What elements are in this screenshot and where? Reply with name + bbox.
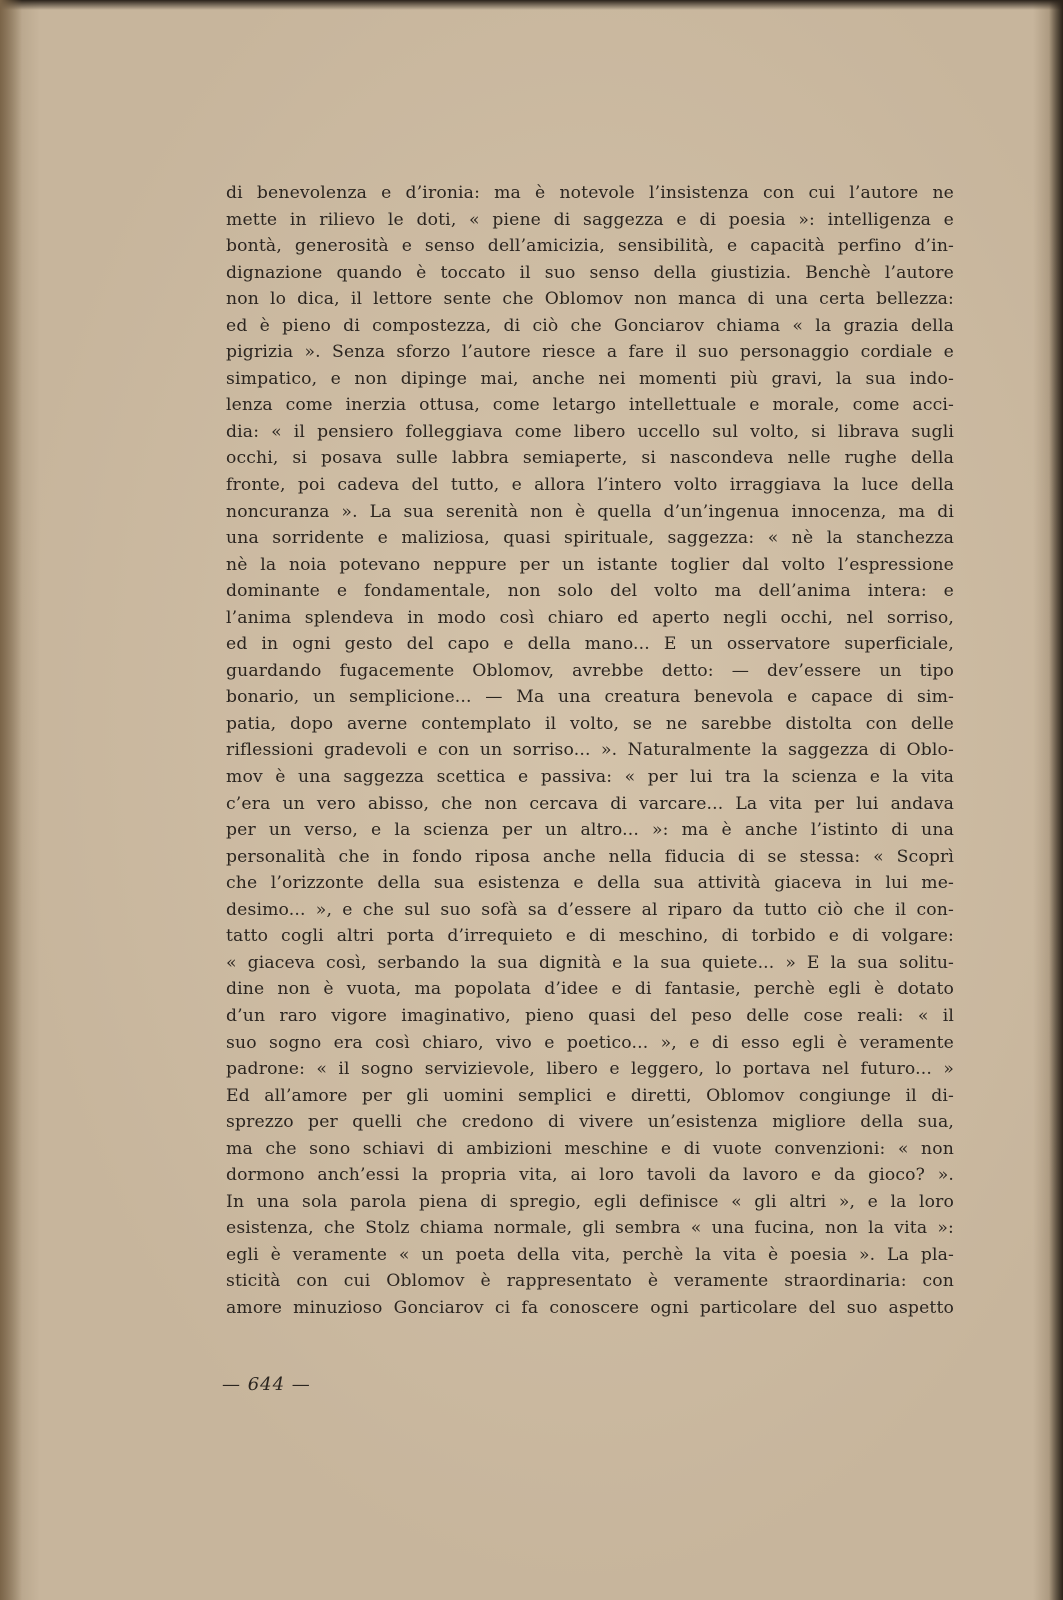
text-line	[226, 1056, 954, 1083]
text-line-content: c’era un vero abisso, che non cercava di varcare... La vita per lui andava	[226, 793, 954, 814]
text-line	[226, 180, 954, 207]
text-line	[226, 1162, 954, 1189]
body-text	[226, 180, 954, 1322]
text-line	[226, 286, 954, 313]
text-line-content: personalità che in fondo riposa anche nella fiducia di se stessa: « Scoprì	[226, 846, 954, 867]
text-line	[226, 1003, 954, 1030]
text-line-content: guardando fugacemente Oblomov, avrebbe detto: — dev’essere un tipo	[226, 660, 954, 681]
text-line	[226, 552, 954, 579]
text-line	[226, 419, 954, 446]
text-line-content: nè la noia potevano neppure per un istante toglier dal volto l’espressione	[226, 554, 954, 575]
text-line-content: dominante e fondamentale, non solo del volto ma dell’anima intera: e	[226, 581, 954, 602]
text-line	[226, 976, 954, 1003]
text-line-content: occhi, si posava sulle labbra semiaperte, si nascondeva nelle rughe della	[226, 448, 954, 469]
text-line-content: sticità con cui Oblomov è rappresentato è veramente straordinaria: con	[226, 1271, 954, 1292]
text-line	[226, 1109, 954, 1136]
text-line	[226, 578, 954, 605]
text-line-content: mov è una saggezza scettica e passiva: « per lui tra la scienza e la vita	[226, 767, 954, 788]
text-line-content: patia, dopo averne contemplato il volto, se ne sarebbe distolta con delle	[226, 713, 954, 734]
text-line-content: riflessioni gradevoli e con un sorriso... ». Naturalmente la saggezza di Oblo-	[226, 740, 954, 761]
text-line-content: lenza come inerzia ottusa, come letargo intellettuale e morale, come acci-	[226, 395, 954, 416]
text-line	[226, 1136, 954, 1163]
text-line	[226, 658, 954, 685]
text-line	[226, 313, 954, 340]
text-line-content: simpatico, e non dipinge mai, anche nei momenti più gravi, la sua indo-	[226, 368, 954, 389]
text-line-content: ed è pieno di compostezza, di ciò che Gonciarov chiama « la grazia della	[226, 315, 954, 336]
text-line-content: mette in rilievo le doti, « piene di saggezza e di poesia »: intelligenza e	[226, 209, 954, 230]
text-line	[226, 1295, 954, 1322]
text-line-content: non lo dica, il lettore sente che Oblomov non manca di una certa bellezza:	[226, 289, 954, 310]
text-line	[226, 1242, 954, 1269]
text-line	[226, 366, 954, 393]
text-line	[226, 339, 954, 366]
page-right-shadow	[1049, 0, 1063, 1600]
text-line	[226, 764, 954, 791]
text-line	[226, 1030, 954, 1057]
text-line	[226, 605, 954, 632]
text-line-content: dia: « il pensiero folleggiava come libero uccello sul volto, si librava sugli	[226, 421, 954, 442]
text-line-content: di benevolenza e d’ironia: ma è notevole l’insistenza con cui l’autore ne	[226, 183, 954, 203]
text-line-content: una sorridente e maliziosa, quasi spirituale, saggezza: « nè la stanchezza	[226, 528, 954, 549]
text-line	[226, 923, 954, 950]
text-line-content: dormono anch’essi la propria vita, ai loro tavoli da lavoro e da gioco? ».	[226, 1165, 954, 1186]
text-line	[226, 499, 954, 526]
text-line	[226, 392, 954, 419]
text-line	[226, 897, 954, 924]
text-line-content: tatto cogli altri porta d’irrequieto e di meschino, di torbido e di volgare:	[226, 926, 954, 947]
text-line	[226, 950, 954, 977]
text-line	[226, 233, 954, 260]
text-line-content: sprezzo per quelli che credono di vivere un’esistenza migliore della sua,	[226, 1112, 954, 1133]
text-line	[226, 737, 954, 764]
text-line-content: dignazione quando è toccato il suo senso della giustizia. Benchè l’autore	[226, 262, 954, 283]
text-line	[226, 1189, 954, 1216]
text-line-content: bontà, generosità e senso dell’amicizia, sensibilità, e capacità perfino d’in-	[226, 236, 954, 257]
text-line-content: suo sogno era così chiaro, vivo e poetico... », e di esso egli è veramente	[226, 1032, 954, 1053]
page-number: — 644 —	[222, 1374, 311, 1395]
page-left-edge	[0, 0, 22, 1600]
text-line-content: « giaceva così, serbando la sua dignità e la sua quiete... » E la sua solitu-	[226, 952, 954, 973]
text-line	[226, 1268, 954, 1295]
text-line	[226, 260, 954, 287]
text-line	[226, 684, 954, 711]
text-line	[226, 525, 954, 552]
text-line	[226, 870, 954, 897]
text-line	[226, 472, 954, 499]
text-line-content: bonario, un semplicione... — Ma una creatura benevola e capace di sim-	[226, 687, 954, 708]
text-line-content: padrone: « il sogno servizievole, libero e leggero, lo portava nel futuro... »	[226, 1059, 954, 1080]
text-line-content: d’un raro vigore imaginativo, pieno quasi del peso delle cose reali: « il	[226, 1005, 954, 1026]
text-line-content: fronte, poi cadeva del tutto, e allora l’intero volto irraggiava la luce della	[226, 475, 954, 496]
text-line-content: Ed all’amore per gli uomini semplici e diretti, Oblomov congiunge il di-	[226, 1085, 954, 1106]
text-line	[226, 1083, 954, 1110]
text-line-content: noncuranza ». La sua serenità non è quella d’un’ingenua innocenza, ma di	[226, 501, 954, 522]
text-line-content: dine non è vuota, ma popolata d’idee e di fantasie, perchè egli è dotato	[226, 979, 954, 1000]
text-line-content: per un verso, e la scienza per un altro... »: ma è anche l’istinto di una	[226, 820, 954, 841]
text-line-content: ma che sono schiavi di ambizioni meschine e di vuote convenzioni: « non	[226, 1138, 954, 1159]
text-line	[226, 1215, 954, 1242]
text-line-content: esistenza, che Stolz chiama normale, gli sembra « una fucina, non la vita »:	[226, 1218, 954, 1239]
text-line-content: In una sola parola piena di spregio, egli definisce « gli altri », e la loro	[226, 1191, 954, 1212]
text-line-content: pigrizia ». Senza sforzo l’autore riesce a fare il suo personaggio cordiale e	[226, 342, 954, 363]
text-line-content: amore minuzioso Gonciarov ci fa conoscere ogni particolare del suo aspetto	[226, 1297, 954, 1318]
text-line	[226, 445, 954, 472]
text-line-content: che l’orizzonte della sua esistenza e della sua attività giaceva in lui me-	[226, 873, 954, 894]
text-line	[226, 711, 954, 738]
text-line	[226, 817, 954, 844]
text-line	[226, 791, 954, 818]
text-line-content: desimo... », e che sul suo sofà sa d’essere al riparo da tutto ciò che il con-	[226, 899, 954, 920]
text-line-content: ed in ogni gesto del capo e della mano... E un osservatore superficiale,	[226, 634, 954, 655]
text-line-content: l’anima splendeva in modo così chiaro ed aperto negli occhi, nel sorriso,	[226, 607, 954, 628]
text-line-content: egli è veramente « un poeta della vita, perchè la vita è poesia ». La pla-	[226, 1244, 954, 1265]
page-top-shadow	[0, 0, 1063, 10]
text-line	[226, 207, 954, 234]
text-line	[226, 631, 954, 658]
text-line	[226, 844, 954, 871]
